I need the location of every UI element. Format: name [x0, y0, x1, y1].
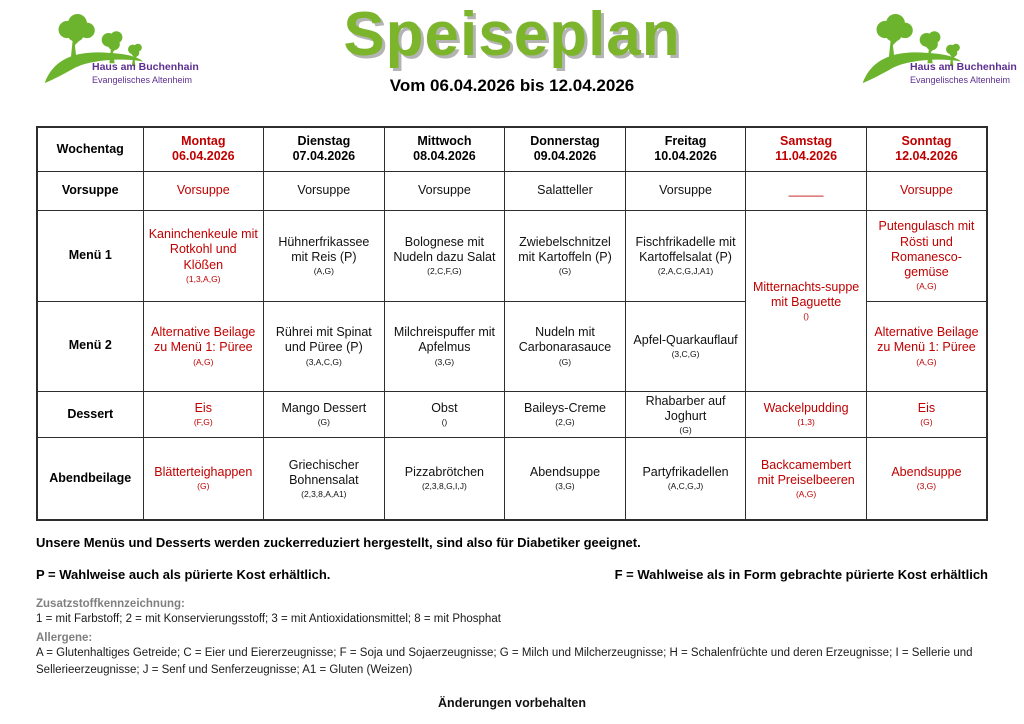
- logo-subtitle: Evangelisches Altenheim: [910, 75, 1011, 85]
- row-label-vorsuppe: Vorsuppe: [37, 171, 143, 210]
- menu-cell-freitag-men-2: [625, 301, 746, 391]
- corner-label: Wochentag: [37, 127, 143, 171]
- table-row-vorsuppe: [37, 171, 987, 210]
- menu-table-header: [37, 127, 987, 171]
- day-header-mittwoch: [384, 127, 505, 171]
- allergen-code: (G): [679, 425, 692, 435]
- dish-name: Abendsuppe: [891, 465, 962, 480]
- dish-name: Vorsuppe: [659, 182, 712, 197]
- allergen-code: (1,3,A,G): [186, 273, 221, 284]
- menu-cell-mittwoch-vorsuppe: [384, 171, 505, 210]
- menu-cell-sonntag-dessert: [866, 391, 987, 438]
- menu-cell-dienstag-men-2: [264, 301, 385, 391]
- menu-cell-sonntag-men-2: [866, 301, 987, 391]
- dish-name: Mango Dessert: [281, 401, 367, 416]
- dish-name: Obst: [431, 401, 458, 416]
- dish-name: Vorsuppe: [297, 182, 351, 197]
- menu-table: [36, 126, 988, 521]
- menu-cell-samstag-dessert: [746, 391, 867, 438]
- logo-name: Haus am Buchenhain: [910, 61, 1017, 73]
- day-name: Montag: [181, 134, 226, 148]
- dish-name: Bolognese mit Nudeln dazu Salat: [393, 234, 496, 264]
- menu-cell-sonntag-vorsuppe: [866, 171, 987, 210]
- dish-name: Mitternachts-suppe mit Baguette: [752, 279, 860, 309]
- menu-cell-donnerstag-men-2: [505, 301, 626, 391]
- allergen-code: (1,3): [797, 417, 815, 428]
- footer-notes: [36, 521, 988, 710]
- changes-note: Änderungen vorbehalten: [438, 696, 586, 711]
- day-name: Donnerstag: [530, 134, 600, 148]
- allergen-code: (G): [317, 417, 330, 428]
- day-header-montag: [143, 127, 264, 171]
- menu-cell-mittwoch-dessert: [384, 391, 505, 438]
- allergen-code: (3,G): [555, 481, 575, 492]
- dish-name: Zwiebelschnitzel mit Kartoffeln (P): [518, 234, 612, 264]
- menu-cell-freitag-men-1: [625, 210, 746, 301]
- day-header-sonntag: [866, 127, 987, 171]
- dish-name: Wackelpudding: [763, 401, 849, 416]
- allergen-code: (A,G): [193, 356, 214, 367]
- day-date: 07.04.2026: [292, 149, 356, 164]
- menu-cell-freitag-dessert: [625, 391, 746, 438]
- dish-name: Rhabarber auf Joghurt: [645, 393, 726, 423]
- dish-name: Eis: [917, 401, 936, 416]
- row-label-dessert: Dessert: [37, 391, 143, 438]
- dish-name: _____: [788, 182, 824, 197]
- menu-cell-freitag-abendbeilage: [625, 438, 746, 520]
- logo-right: [858, 14, 1024, 106]
- dish-name: Rührei mit Spinat und Püree (P): [275, 325, 372, 355]
- allergen-code: (2,3,8,A,A1): [301, 489, 347, 500]
- allergen-code: (A,C,G,J): [667, 481, 704, 492]
- page-title: Speiseplan: [343, 0, 681, 69]
- day-header-donnerstag: [505, 127, 626, 171]
- menu-cell-sonntag-men-1: [866, 210, 987, 301]
- allergen-code: (A,G): [795, 489, 817, 500]
- menu-cell-donnerstag-vorsuppe: [505, 171, 626, 210]
- menu-cell-samstag-vorsuppe: [746, 171, 867, 210]
- allergen-code: (3,C,G): [671, 349, 700, 360]
- allergen-code: (3,A,C,G): [305, 356, 342, 367]
- day-date: 09.04.2026: [533, 149, 597, 164]
- allergen-code: (F,G): [193, 417, 213, 428]
- menu-cell-donnerstag-men-1: [505, 210, 626, 301]
- allergen-code: (2,3,8,G,I,J): [421, 481, 467, 492]
- allergen-code: (G): [558, 266, 572, 277]
- allergen-code: (3,G): [916, 481, 937, 492]
- allergen-code: (A,G): [916, 356, 937, 367]
- dish-name: Putengulasch mit Rösti und Romanesco-gemüse: [878, 219, 975, 280]
- dish-name: Alternative Beilage zu Menü 1: Püree: [151, 325, 256, 355]
- menu-cell-dienstag-men-1: [264, 210, 385, 301]
- allergen-code: (3,G): [434, 356, 455, 367]
- logo-name: Haus am Buchenhain: [92, 61, 199, 73]
- legend-row: [36, 567, 988, 582]
- dish-name: Abendsuppe: [529, 465, 601, 480]
- row-label-men-1: Menü 1: [37, 210, 143, 301]
- menu-cell-mittwoch-abendbeilage: [384, 438, 505, 520]
- dish-name: Nudeln mit Carbonarasauce: [518, 325, 612, 355]
- menu-cell-montag-men-1: [143, 210, 264, 301]
- row-label-abendbeilage: Abendbeilage: [37, 438, 143, 520]
- dish-name: Vorsuppe: [417, 182, 471, 197]
- date-range: Vom 06.04.2026 bis 12.04.2026: [389, 76, 635, 96]
- day-date: 06.04.2026: [172, 149, 235, 164]
- dish-name: Vorsuppe: [900, 182, 953, 197]
- dish-name: Fischfrikadelle mit Kartoffelsalat (P): [635, 234, 736, 264]
- allergen-code: (): [441, 417, 448, 428]
- dish-name: Salatteller: [537, 182, 593, 197]
- table-row-dessert: [37, 391, 987, 438]
- dish-name: Pizzabrötchen: [404, 465, 485, 480]
- menu-cell-donnerstag-dessert: [505, 391, 626, 438]
- menu-cell-dienstag-abendbeilage: [264, 438, 385, 520]
- dish-name: Baileys-Creme: [523, 401, 606, 416]
- menu-cell-montag-dessert: [143, 391, 264, 438]
- day-date: 08.04.2026: [413, 149, 476, 164]
- day-name: Mittwoch: [417, 134, 472, 148]
- dish-name: Alternative Beilage zu Menü 1: Püree: [874, 325, 979, 355]
- allergen-code: (A,G): [916, 281, 937, 292]
- additives-heading: Zusatzstoffkennzeichnung:: [36, 597, 185, 610]
- menu-cell-samstag-abendbeilage: [746, 438, 867, 520]
- table-row-men-1: [37, 210, 987, 301]
- menu-cell-dienstag-vorsuppe: [264, 171, 385, 210]
- day-date: 12.04.2026: [895, 149, 958, 164]
- menu-cell-montag-men-2: [143, 301, 264, 391]
- menu-table-body: [37, 171, 987, 520]
- dish-name: Hühnerfrikassee mit Reis (P): [278, 234, 370, 264]
- menu-cell-sonntag-abendbeilage: [866, 438, 987, 520]
- p-legend: P = Wahlweise auch als pürierte Kost erhältlich.: [36, 566, 331, 582]
- dish-name: Kaninchenkeule mit Rotkohl und Klößen: [148, 227, 258, 272]
- row-label-men-2: Menü 2: [37, 301, 143, 391]
- allergens-heading: Allergene:: [36, 631, 93, 644]
- allergen-code: (2,C,F,G): [427, 266, 462, 277]
- weekday-header-row: [37, 127, 987, 171]
- allergen-code: (G): [920, 417, 933, 428]
- day-date: 11.04.2026: [775, 149, 838, 164]
- f-legend: F = Wahlweise als in Form gebrachte pürierte Kost erhältlich: [614, 566, 988, 582]
- menu-cell-donnerstag-abendbeilage: [505, 438, 626, 520]
- menu-cell-montag-abendbeilage: [143, 438, 264, 520]
- dish-name: Eis: [194, 401, 212, 416]
- allergen-code: (2,A,C,G,J,A1): [657, 266, 714, 277]
- menu-cell-mittwoch-men-2: [384, 301, 505, 391]
- day-header-dienstag: [264, 127, 385, 171]
- day-date: 10.04.2026: [654, 149, 717, 164]
- logo-text: [910, 61, 1017, 85]
- day-name: Dienstag: [297, 134, 351, 148]
- dish-name: Backcamembert mit Preiselbeeren: [757, 457, 855, 487]
- day-name: Samstag: [780, 134, 833, 148]
- allergen-code: (2,G): [555, 417, 575, 428]
- menu-cell-samstag-men-1: [746, 210, 867, 391]
- table-row-abendbeilage: [37, 438, 987, 520]
- dish-name: Vorsuppe: [176, 182, 230, 197]
- dish-name: Blätterteighappen: [154, 465, 253, 480]
- day-name: Freitag: [664, 134, 707, 148]
- dish-name: Griechischer Bohnensalat: [288, 457, 359, 487]
- menu-cell-montag-vorsuppe: [143, 171, 264, 210]
- dish-name: Apfel-Quarkauflauf: [633, 332, 738, 347]
- dish-name: Partyfrikadellen: [642, 465, 729, 480]
- day-header-freitag: [625, 127, 746, 171]
- allergen-code: (G): [197, 481, 210, 492]
- allergen-code: (A,G): [313, 266, 334, 277]
- day-name: Sonntag: [901, 134, 952, 148]
- page-header: [0, 0, 1024, 126]
- allergen-code: (): [803, 311, 809, 322]
- day-header-samstag: [746, 127, 867, 171]
- allergens-list: A = Glutenhaltiges Getreide; C = Eier und Eiererzeugnisse; F = Soja und Sojaerzeugnisse; G = Milch und Milcherzeugnisse; H = Schalenfrüchte und deren Erzeugnisse; I = Sellerie und Sellerieerzeugnisse; J = Senf und Senferzeugnisse; A1 = Gluten (Weizen): [36, 646, 973, 677]
- diabetic-note: Unsere Menüs und Desserts werden zuckerreduziert hergestellt, sind also für Diabetiker geeignet.: [36, 534, 641, 550]
- additives-list: 1 = mit Farbstoff; 2 = mit Konservierungsstoff; 3 = mit Antioxidationsmittel; 8 = mit Phosphat: [36, 612, 501, 625]
- menu-cell-mittwoch-men-1: [384, 210, 505, 301]
- menu-cell-freitag-vorsuppe: [625, 171, 746, 210]
- allergen-code: (G): [558, 356, 572, 367]
- menu-cell-dienstag-dessert: [264, 391, 385, 438]
- logo-subtitle: Evangelisches Altenheim: [92, 75, 193, 85]
- dish-name: Milchreispuffer mit Apfelmus: [393, 325, 495, 355]
